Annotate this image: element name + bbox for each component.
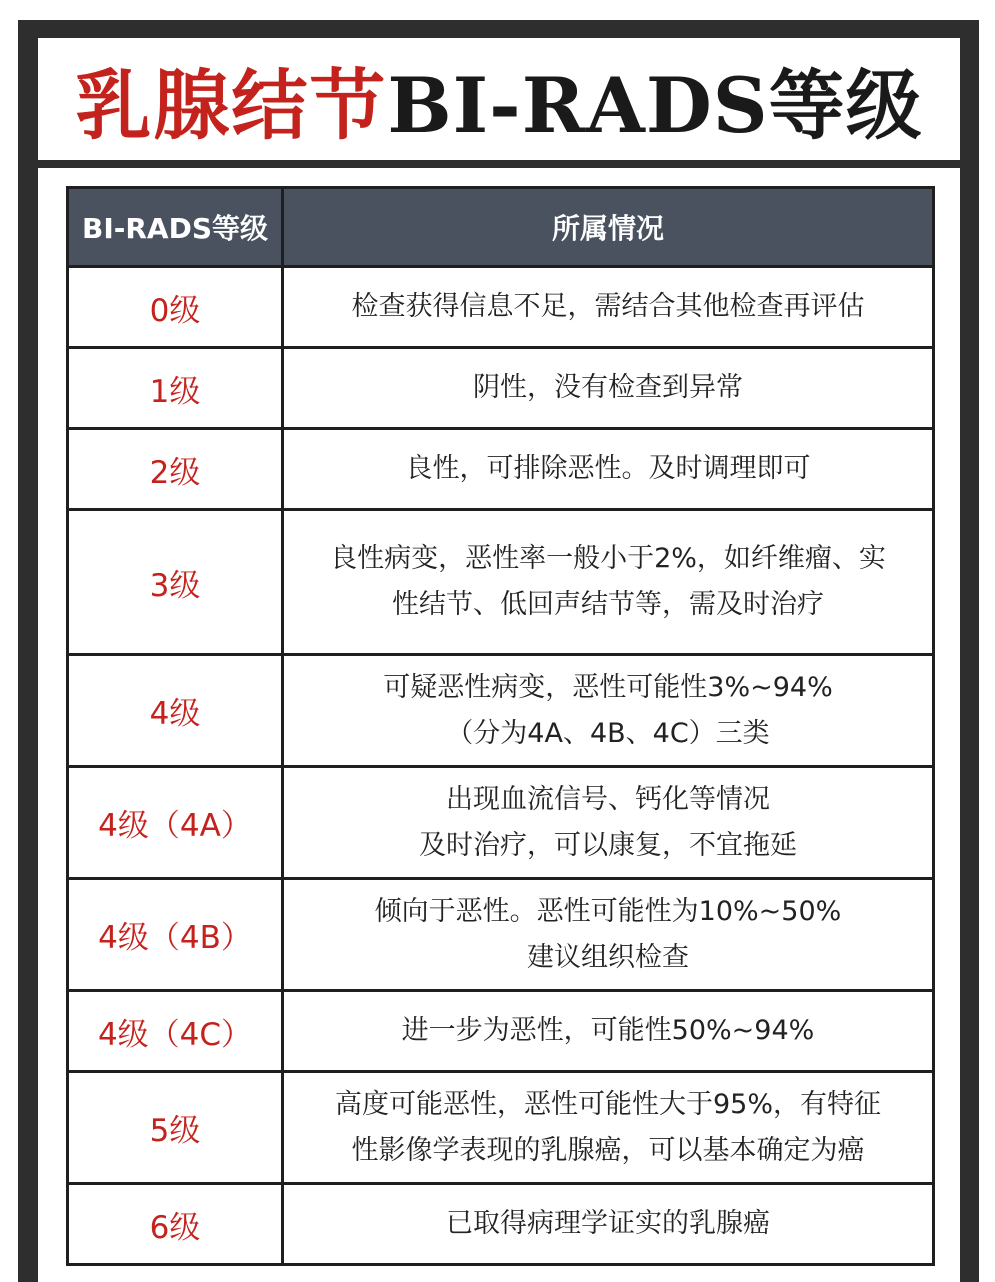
table-row	[68, 991, 934, 1072]
grade-cell: 5级	[68, 1072, 283, 1184]
description-line: 性影像学表现的乳腺癌，可以基本确定为癌	[351, 1134, 865, 1166]
grade-cell: 2级	[68, 429, 283, 510]
header-description: 所属情况	[283, 188, 934, 267]
title-banner	[38, 38, 960, 160]
table-row	[68, 879, 934, 991]
table-row	[68, 348, 934, 429]
table-row	[68, 510, 934, 655]
description-line: 性结节、低回声结节等，需及时治疗	[392, 589, 824, 620]
description-line: 良性病变，恶性率一般小于2%，如纤维瘤、实	[330, 543, 886, 574]
header-grade: BI-RADS等级	[68, 188, 283, 267]
table-sheet	[38, 168, 960, 1282]
table-row	[68, 267, 934, 348]
description-line: 高度可能恶性，恶性可能性大于95%，有特征	[334, 1088, 881, 1120]
description-cell	[283, 767, 934, 879]
grade-cell: 1级	[68, 348, 283, 429]
table-row	[68, 1072, 934, 1184]
bi-rads-table	[66, 186, 935, 1266]
grade-cell: 4级（4A）	[68, 767, 283, 879]
description-line: 建议组织检查	[527, 941, 689, 973]
grade-cell: 3级	[68, 510, 283, 655]
description-line: 检查获得信息不足，需结合其他检查再评估	[351, 291, 865, 322]
table-row	[68, 767, 934, 879]
grade-cell: 6级	[68, 1184, 283, 1265]
description-cell	[283, 267, 934, 348]
description-line: 可疑恶性病变，恶性可能性3%~94%	[383, 671, 833, 703]
description-cell	[283, 1072, 934, 1184]
description-cell	[283, 655, 934, 767]
description-line: 进一步为恶性，可能性50%~94%	[401, 1015, 815, 1046]
grade-cell: 4级	[68, 655, 283, 767]
table-row	[68, 1184, 934, 1265]
description-cell	[283, 1184, 934, 1265]
grade-cell: 0级	[68, 267, 283, 348]
description-line: 阴性，没有检查到异常	[473, 372, 743, 403]
description-line: 及时治疗，可以康复，不宜拖延	[419, 829, 797, 861]
table-row	[68, 655, 934, 767]
grade-cell: 4级（4B）	[68, 879, 283, 991]
title-black-text: BI-RADS等级	[387, 60, 923, 150]
description-line: 倾向于恶性。恶性可能性为10%~50%	[374, 895, 842, 927]
grade-cell: 4级（4C）	[68, 991, 283, 1072]
description-cell	[283, 879, 934, 991]
description-line: 出现血流信号、钙化等情况	[446, 783, 770, 815]
table-header-row	[68, 188, 934, 267]
description-line: 良性，可排除恶性。及时调理即可	[405, 453, 811, 484]
description-cell	[283, 348, 934, 429]
table-row	[68, 429, 934, 510]
description-line: 已取得病理学证实的乳腺癌	[446, 1208, 770, 1239]
description-cell	[283, 991, 934, 1072]
description-cell	[283, 510, 934, 655]
description-cell	[283, 429, 934, 510]
description-line: （分为4A、4B、4C）三类	[446, 717, 770, 749]
title-red-text: 乳腺结节	[75, 60, 388, 150]
